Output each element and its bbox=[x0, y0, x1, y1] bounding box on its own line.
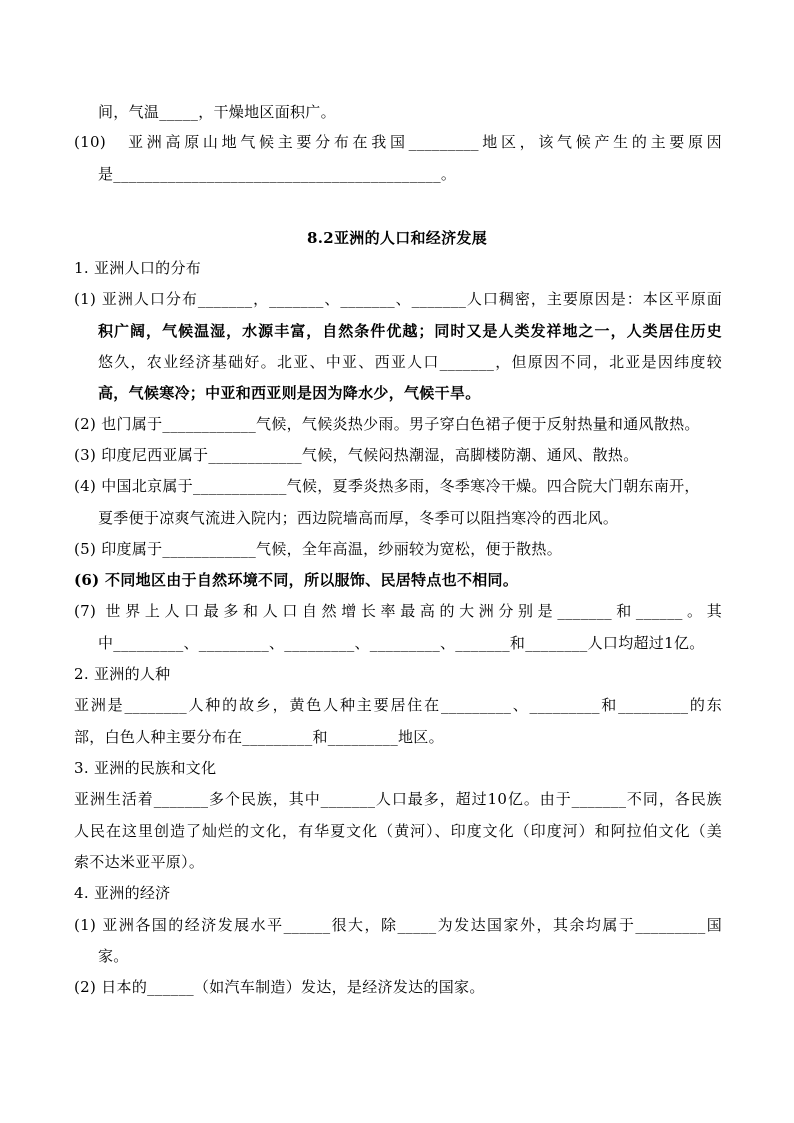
text-line: (10) 亚洲高原山地气候主要分布在我国_________地区，该气候产生的主要原因 bbox=[74, 133, 722, 151]
section-title: 8.2亚洲的人口和经济发展 bbox=[307, 229, 487, 247]
text-line: 中_________、_________、_________、_________、_______和________人口均超过1亿。 bbox=[98, 634, 705, 652]
text-line: (6) 不同地区由于自然环境不同，所以服饰、民居特点也不相同。 bbox=[74, 571, 519, 589]
text-line: (2) 也门属于____________气候，气候炎热少雨。男子穿白色裙子便于反射热量和通风散热。 bbox=[74, 415, 700, 433]
text-line: 悠久，农业经济基础好。北亚、中亚、西亚人口_______，但原因不同，北亚是因纬度较 bbox=[98, 353, 722, 371]
text-line: 亚洲是________人种的故乡，黄色人种主要居住在_________、_________和_________的东 bbox=[74, 696, 722, 714]
section-heading: 4. 亚洲的经济 bbox=[74, 884, 171, 902]
text-line: 间，气温_____，干燥地区面积广。 bbox=[98, 103, 336, 121]
text-line: 亚洲生活着_______多个民族，其中_______人口最多，超过10亿。由于_______不同，各民族 bbox=[74, 790, 722, 808]
text-line: (5) 印度属于____________气候，全年高温，纱丽较为宽松，便于散热。 bbox=[74, 540, 563, 558]
text-line: (3) 印度尼西亚属于____________气候，气候闷热潮湿，高脚楼防潮、通风、散热。 bbox=[74, 446, 639, 464]
text-line: 人民在这里创造了灿烂的文化，有华夏文化（黄河）、印度文化（印度河）和阿拉伯文化（美 bbox=[74, 822, 722, 840]
text-line: 家。 bbox=[98, 947, 129, 965]
text-line: (4) 中国北京属于____________气候，夏季炎热多雨，冬季寒冷干燥。四合院大门朝东南开， bbox=[74, 477, 700, 495]
text-line: 高，气候寒冷；中亚和西亚则是因为降水少，气候干旱。 bbox=[98, 384, 481, 402]
text-line: 夏季便于凉爽气流进入院内；西边院墙高而厚，冬季可以阻挡寒冷的西北风。 bbox=[98, 509, 619, 527]
text-line: 是__________________________________________。 bbox=[98, 165, 457, 183]
text-line: (2) 日本的______（如汽车制造）发达，是经济发达的国家。 bbox=[74, 978, 485, 996]
section-heading: 3. 亚洲的民族和文化 bbox=[74, 759, 217, 777]
text-line: (7) 世界上人口最多和人口自然增长率最高的大洲分别是_______和______。其 bbox=[74, 602, 722, 620]
text-line: 积广阔，气候温湿，水源丰富，自然条件优越；同时又是人类发祥地之一，人类居住历史 bbox=[98, 322, 722, 340]
text-line: 部，白色人种主要分布在_________和_________地区。 bbox=[74, 728, 444, 746]
section-heading: 1. 亚洲人口的分布 bbox=[74, 259, 202, 277]
section-heading: 2. 亚洲的人种 bbox=[74, 665, 171, 683]
text-line: (1) 亚洲各国的经济发展水平______很大，除_____为发达国家外，其余均属于_________国 bbox=[74, 916, 722, 934]
text-line: 索不达米亚平原）。 bbox=[74, 853, 205, 871]
text-line: (1) 亚洲人口分布_______，_______、_______、_______人口稠密，主要原因是：本区平原面 bbox=[74, 290, 722, 308]
